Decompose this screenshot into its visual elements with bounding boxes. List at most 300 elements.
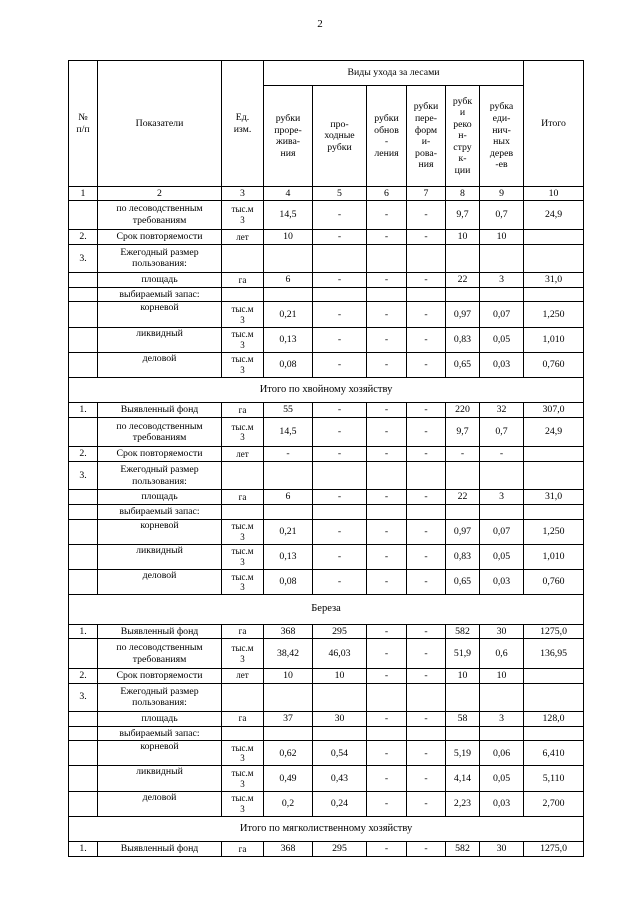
row-value-col-5: - [313,273,367,288]
row-value-col-8: 220 [446,403,480,418]
row-indicator: Выявленный фонд [98,842,222,857]
row-unit: га [222,624,264,639]
row-number: 2. [69,230,98,245]
row-value-col-4: 368 [264,842,313,857]
column-number-9: 9 [480,187,524,201]
row-value-col-10 [524,726,584,741]
row-value-col-6: - [367,624,407,639]
row-value-col-4 [264,287,313,302]
table-row [69,683,584,711]
table-row [69,544,584,569]
header-col-8: рубк и реко н- стру к- ции [446,86,480,187]
row-value-col-8 [446,726,480,741]
row-value-col-8: 22 [446,490,480,505]
row-number [69,505,98,520]
row-indicator: корневой [98,741,222,766]
row-number [69,417,98,446]
row-unit: тыс.м 3 [222,200,264,229]
row-indicator: Срок повторяемости [98,230,222,245]
table-row [69,741,584,766]
row-value-col-8: 22 [446,273,480,288]
row-value-col-6: - [367,842,407,857]
row-value-col-4: 38,42 [264,639,313,668]
table-row [69,624,584,639]
table-row [69,230,584,245]
row-value-col-6: - [367,200,407,229]
table-row [69,352,584,377]
row-value-col-7 [407,462,446,490]
row-value-col-8 [446,287,480,302]
row-value-col-9: 0,07 [480,519,524,544]
row-value-col-10: 1,250 [524,519,584,544]
row-value-col-7 [407,726,446,741]
table-row [69,519,584,544]
row-value-col-4: 6 [264,490,313,505]
row-number: 2. [69,668,98,683]
row-unit: тыс.м 3 [222,302,264,327]
row-value-col-9: 0,05 [480,327,524,352]
table-row [69,200,584,229]
row-value-col-7: - [407,639,446,668]
table-row [69,287,584,302]
row-value-col-5: 10 [313,668,367,683]
row-value-col-10 [524,287,584,302]
row-unit: га [222,490,264,505]
row-value-col-6: - [367,352,407,377]
row-unit: тыс.м 3 [222,791,264,816]
row-value-col-7 [407,505,446,520]
row-value-col-10: 1,010 [524,544,584,569]
row-number [69,639,98,668]
header-row [69,61,584,86]
row-unit: га [222,711,264,726]
row-unit [222,244,264,272]
row-value-col-7: - [407,570,446,595]
row-number [69,519,98,544]
row-value-col-8: 9,7 [446,200,480,229]
row-value-col-8 [446,505,480,520]
row-indicator: Выявленный фонд [98,403,222,418]
row-value-col-6: - [367,741,407,766]
row-value-col-4: 368 [264,624,313,639]
row-value-col-9: 30 [480,624,524,639]
row-unit: тыс.м 3 [222,570,264,595]
row-value-col-5: 30 [313,711,367,726]
row-value-col-9 [480,244,524,272]
section-title-row [69,378,584,403]
row-indicator: по лесоводственным требованиям [98,639,222,668]
row-value-col-10 [524,462,584,490]
row-value-col-6: - [367,230,407,245]
row-value-col-10 [524,683,584,711]
row-indicator: площадь [98,273,222,288]
row-value-col-6: - [367,791,407,816]
row-value-col-6: - [367,668,407,683]
table-row [69,447,584,462]
row-value-col-5: - [313,352,367,377]
row-value-col-7: - [407,230,446,245]
row-number [69,302,98,327]
row-value-col-8: 0,83 [446,327,480,352]
row-value-col-7: - [407,327,446,352]
section-title: Итого по мягколиственному хозяйству [69,816,584,841]
row-value-col-8: 0,83 [446,544,480,569]
row-indicator: ликвидный [98,544,222,569]
row-unit: тыс.м 3 [222,741,264,766]
column-number-7: 7 [407,187,446,201]
header-col-5: про- ходные рубки [313,86,367,187]
row-unit: лет [222,668,264,683]
column-numbers-row [69,187,584,201]
row-indicator: Выявленный фонд [98,624,222,639]
header-number: № п/п [69,61,98,187]
row-value-col-10: 307,0 [524,403,584,418]
row-value-col-5: 295 [313,842,367,857]
row-value-col-9: 0,7 [480,200,524,229]
row-value-col-5: - [313,327,367,352]
row-value-col-7: - [407,842,446,857]
row-value-col-7 [407,244,446,272]
row-indicator: выбираемый запас: [98,505,222,520]
row-unit: тыс.м 3 [222,352,264,377]
header-unit: Ед. изм. [222,61,264,187]
row-value-col-8 [446,683,480,711]
table-row [69,766,584,791]
row-value-col-4: 6 [264,273,313,288]
column-number-4: 4 [264,187,313,201]
row-value-col-9: 0,03 [480,791,524,816]
row-value-col-8: 0,65 [446,570,480,595]
row-unit: га [222,403,264,418]
row-value-col-4: 10 [264,230,313,245]
table-row [69,462,584,490]
row-value-col-4: 0,08 [264,352,313,377]
row-value-col-10: 2,700 [524,791,584,816]
row-value-col-9: 0,07 [480,302,524,327]
row-value-col-10: 136,95 [524,639,584,668]
row-value-col-7: - [407,766,446,791]
row-unit: лет [222,447,264,462]
row-value-col-4: 0,21 [264,302,313,327]
row-value-col-7: - [407,417,446,446]
row-number [69,766,98,791]
row-number [69,352,98,377]
table-row [69,791,584,816]
section-title: Береза [69,595,584,624]
row-value-col-8: 582 [446,624,480,639]
column-number-1: 1 [69,187,98,201]
row-value-col-9: 0,7 [480,417,524,446]
row-indicator: Ежегодный размер пользования: [98,683,222,711]
header-col-6: рубки обнов - ления [367,86,407,187]
row-value-col-10: 1,250 [524,302,584,327]
row-value-col-8: - [446,447,480,462]
row-indicator: деловой [98,352,222,377]
row-value-col-9: 0,06 [480,741,524,766]
row-value-col-7: - [407,624,446,639]
row-value-col-5: - [313,544,367,569]
table-row [69,639,584,668]
row-unit: тыс.м 3 [222,766,264,791]
row-value-col-6 [367,244,407,272]
row-unit [222,726,264,741]
row-indicator: выбираемый запас: [98,726,222,741]
row-unit [222,505,264,520]
row-value-col-7: - [407,447,446,462]
header-col-9: рубка еди- нич- ных дерев -ев [480,86,524,187]
section-title: Итого по хвойному хозяйству [69,378,584,403]
row-value-col-4: 0,13 [264,544,313,569]
row-value-col-7: - [407,200,446,229]
row-unit: лет [222,230,264,245]
row-value-col-9 [480,287,524,302]
row-value-col-8: 58 [446,711,480,726]
column-number-10: 10 [524,187,584,201]
row-indicator: деловой [98,570,222,595]
row-indicator: корневой [98,519,222,544]
row-value-col-9 [480,726,524,741]
row-number [69,327,98,352]
row-value-col-8: 4,14 [446,766,480,791]
row-value-col-4: - [264,447,313,462]
table-row [69,711,584,726]
row-value-col-10: 128,0 [524,711,584,726]
table-row [69,417,584,446]
row-number [69,490,98,505]
row-value-col-7: - [407,791,446,816]
row-value-col-4: 0,49 [264,766,313,791]
row-value-col-4: 14,5 [264,200,313,229]
row-value-col-6: - [367,711,407,726]
row-value-col-7 [407,287,446,302]
row-number [69,711,98,726]
row-indicator: площадь [98,490,222,505]
column-number-6: 6 [367,187,407,201]
header-indicator: Показатели [98,61,222,187]
row-value-col-10 [524,505,584,520]
header-total: Итого [524,61,584,187]
row-value-col-5: - [313,403,367,418]
row-value-col-5: - [313,230,367,245]
row-value-col-7: - [407,668,446,683]
row-value-col-9: 10 [480,230,524,245]
row-indicator: по лесоводственным требованиям [98,200,222,229]
row-value-col-10: 5,110 [524,766,584,791]
row-value-col-5: - [313,490,367,505]
row-value-col-7: - [407,741,446,766]
row-number: 3. [69,462,98,490]
row-number: 1. [69,624,98,639]
row-value-col-6 [367,726,407,741]
row-value-col-6: - [367,417,407,446]
column-number-3: 3 [222,187,264,201]
row-number [69,726,98,741]
row-value-col-10: 0,760 [524,352,584,377]
row-number [69,570,98,595]
row-unit: га [222,273,264,288]
row-value-col-4 [264,726,313,741]
row-value-col-5: 295 [313,624,367,639]
row-indicator: Срок повторяемости [98,447,222,462]
row-value-col-5 [313,287,367,302]
table-row [69,490,584,505]
row-indicator: площадь [98,711,222,726]
forest-care-table [68,60,584,857]
row-value-col-10: 1275,0 [524,842,584,857]
row-number [69,287,98,302]
row-value-col-4: 0,2 [264,791,313,816]
row-indicator: ликвидный [98,766,222,791]
table-row [69,273,584,288]
table-row [69,403,584,418]
row-value-col-9: 3 [480,490,524,505]
row-value-col-7: - [407,352,446,377]
table-row [69,668,584,683]
row-value-col-9: - [480,447,524,462]
page-number: 2 [317,18,323,30]
row-value-col-9: 0,05 [480,544,524,569]
row-value-col-7: - [407,544,446,569]
row-value-col-5: 0,54 [313,741,367,766]
row-value-col-9: 0,05 [480,766,524,791]
row-value-col-6: - [367,403,407,418]
row-value-col-10: 24,9 [524,417,584,446]
row-value-col-8: 9,7 [446,417,480,446]
row-value-col-5: - [313,570,367,595]
row-value-col-7: - [407,273,446,288]
row-number: 3. [69,683,98,711]
row-value-col-8: 2,23 [446,791,480,816]
table-row [69,327,584,352]
row-value-col-4 [264,683,313,711]
row-value-col-5: 0,43 [313,766,367,791]
row-value-col-8: 582 [446,842,480,857]
row-value-col-10: 31,0 [524,273,584,288]
row-value-col-4: 37 [264,711,313,726]
row-value-col-6: - [367,302,407,327]
row-value-col-10: 1275,0 [524,624,584,639]
row-value-col-7: - [407,403,446,418]
row-number [69,544,98,569]
row-value-col-9: 0,6 [480,639,524,668]
row-value-col-5: 0,24 [313,791,367,816]
row-value-col-8: 51,9 [446,639,480,668]
row-value-col-8: 0,97 [446,302,480,327]
row-value-col-5: - [313,200,367,229]
row-value-col-9: 3 [480,273,524,288]
row-unit: тыс.м 3 [222,417,264,446]
row-value-col-6: - [367,570,407,595]
header-care-types: Виды ухода за лесами [264,61,524,86]
row-value-col-5 [313,683,367,711]
row-value-col-9: 32 [480,403,524,418]
row-number: 2. [69,447,98,462]
row-value-col-8: 10 [446,230,480,245]
row-value-col-10 [524,668,584,683]
row-number [69,791,98,816]
row-indicator: выбираемый запас: [98,287,222,302]
row-value-col-7: - [407,302,446,327]
row-value-col-6 [367,505,407,520]
row-value-col-4: 0,62 [264,741,313,766]
row-number: 1. [69,403,98,418]
row-value-col-9: 0,03 [480,570,524,595]
row-value-col-6 [367,683,407,711]
row-value-col-5: - [313,417,367,446]
row-indicator: Срок повторяемости [98,668,222,683]
row-number: 1. [69,842,98,857]
row-value-col-10: 1,010 [524,327,584,352]
row-indicator: ликвидный [98,327,222,352]
row-value-col-6: - [367,447,407,462]
row-value-col-8: 0,97 [446,519,480,544]
row-value-col-10: 31,0 [524,490,584,505]
row-value-col-4: 0,08 [264,570,313,595]
row-value-col-5 [313,462,367,490]
row-unit: тыс.м 3 [222,544,264,569]
row-unit: тыс.м 3 [222,519,264,544]
row-value-col-4 [264,462,313,490]
table-row [69,302,584,327]
row-value-col-7: - [407,490,446,505]
row-value-col-9: 10 [480,668,524,683]
row-value-col-10: 6,410 [524,741,584,766]
row-unit [222,683,264,711]
row-indicator: Ежегодный размер пользования: [98,244,222,272]
row-indicator: деловой [98,791,222,816]
row-value-col-5 [313,726,367,741]
column-number-2: 2 [98,187,222,201]
row-value-col-5 [313,505,367,520]
section-title-row [69,595,584,624]
row-unit [222,462,264,490]
row-number [69,200,98,229]
row-value-col-6: - [367,490,407,505]
row-value-col-10: 24,9 [524,200,584,229]
row-value-col-5: - [313,519,367,544]
row-value-col-4: 0,21 [264,519,313,544]
row-value-col-6: - [367,639,407,668]
row-value-col-4 [264,505,313,520]
row-value-col-6: - [367,766,407,791]
row-value-col-10 [524,244,584,272]
row-value-col-7: - [407,519,446,544]
row-unit: тыс.м 3 [222,327,264,352]
column-number-5: 5 [313,187,367,201]
row-value-col-7 [407,683,446,711]
row-value-col-10 [524,447,584,462]
row-value-col-9 [480,683,524,711]
row-value-col-6: - [367,544,407,569]
header-col-4: рубки проре- жива- ния [264,86,313,187]
row-indicator: Ежегодный размер пользования: [98,462,222,490]
row-number [69,273,98,288]
table-row [69,842,584,857]
row-value-col-6: - [367,519,407,544]
table-row [69,726,584,741]
row-value-col-8 [446,462,480,490]
row-value-col-9: 3 [480,711,524,726]
row-unit: тыс.м 3 [222,639,264,668]
row-unit: га [222,842,264,857]
row-unit [222,287,264,302]
table-row [69,244,584,272]
table-row [69,505,584,520]
row-value-col-9 [480,505,524,520]
row-value-col-5: 46,03 [313,639,367,668]
row-value-col-6 [367,287,407,302]
row-value-col-5: - [313,302,367,327]
